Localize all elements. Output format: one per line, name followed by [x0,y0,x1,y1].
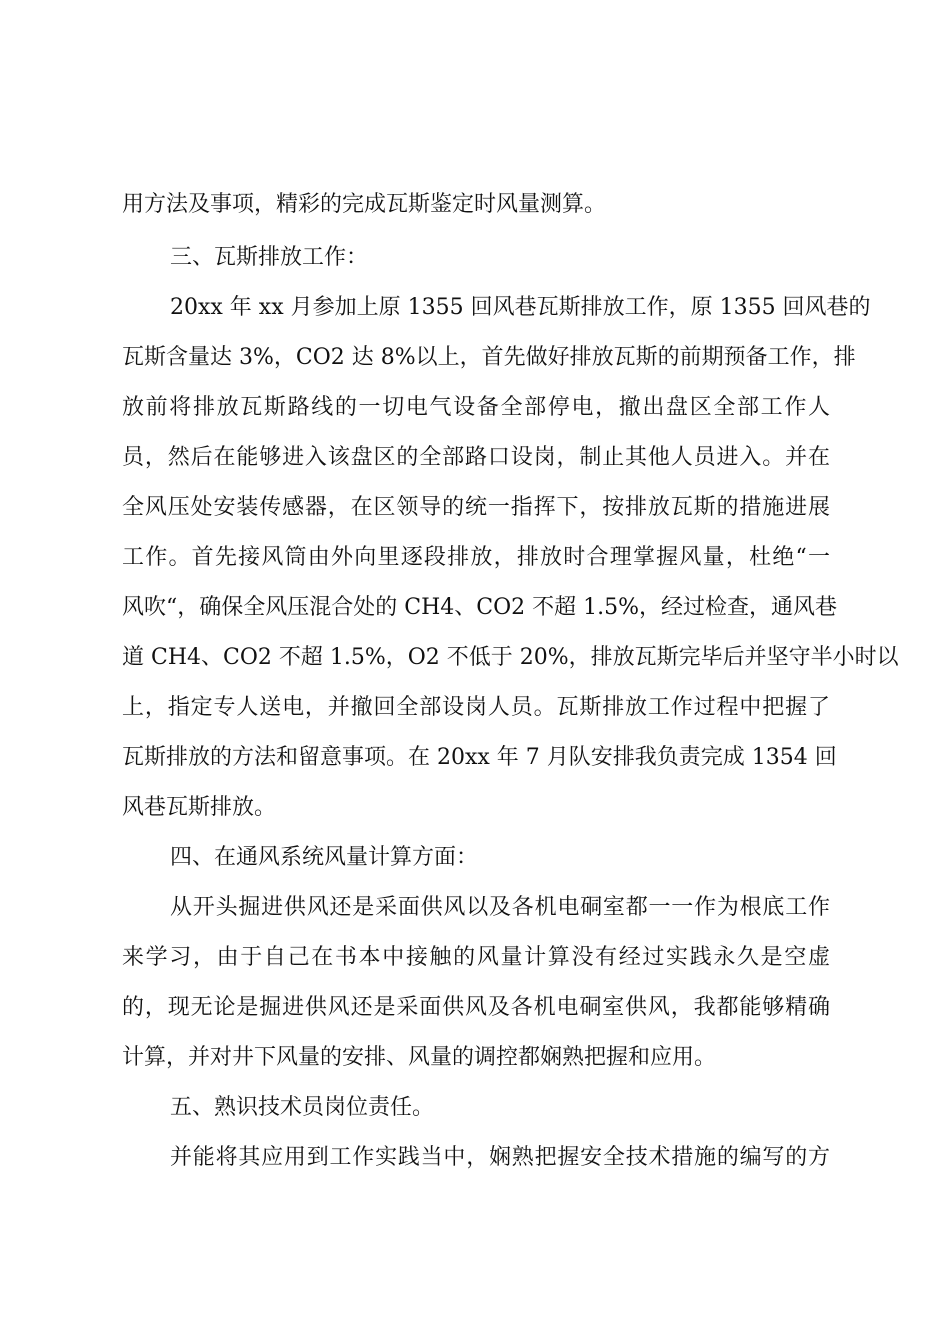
text-line: 风吹“，确保全风压混合处的 CH4、CO2 不超 1.5%，经过检查，通风巷 [122,595,838,620]
text-line: 并能将其应用到工作实践当中，娴熟把握安全技术措施的编写的方 [170,1145,830,1170]
text-line: 瓦斯排放的方法和留意事项。在 20xx 年 7 月队安排我负责完成 1354 回 [122,745,837,770]
section-heading: 三、瓦斯排放工作： [170,245,369,270]
text-line: 放前将排放瓦斯路线的一切电气设备全部停电，撤出盘区全部工作人 [122,395,830,420]
text-line: 来学习，由于自己在书本中接触的风量计算没有经过实践永久是空虚 [122,945,830,970]
text-line: 上，指定专人送电，并撤回全部设岗人员。瓦斯排放工作过程中把握了 [122,695,830,720]
text-line: 用方法及事项，精彩的完成瓦斯鉴定时风量测算。 [122,192,607,217]
text-line: 20xx 年 xx 月参加上原 1355 回风巷瓦斯排放工作，原 1355 回风巷的 [170,295,871,320]
text-line: 瓦斯含量达 3%，CO2 达 8%以上，首先做好排放瓦斯的前期预备工作，排 [122,345,856,370]
text-line: 道 CH4、CO2 不超 1.5%，O2 不低于 20%，排放瓦斯完毕后并坚守半小时以 [122,645,899,670]
text-line: 的，现无论是掘进供风还是采面供风及各机电硐室供风，我都能够精确 [122,995,830,1020]
text-line: 从开头掘进供风还是采面供风以及各机电硐室都一一作为根底工作 [170,895,830,920]
text-line: 风巷瓦斯排放。 [122,795,277,820]
text-line: 工作。首先接风筒由外向里逐段排放，排放时合理掌握风量，杜绝“一 [122,545,830,570]
text-line: 全风压处安装传感器，在区领导的统一指挥下，按排放瓦斯的措施进展 [122,495,830,520]
section-heading: 四、在通风系统风量计算方面： [170,845,479,870]
section-heading: 五、熟识技术员岗位责任。 [170,1095,435,1120]
text-line: 计算，并对井下风量的安排、风量的调控都娴熟把握和应用。 [122,1045,717,1070]
text-line: 员，然后在能够进入该盘区的全部路口设岗，制止其他人员进入。并在 [122,445,830,470]
